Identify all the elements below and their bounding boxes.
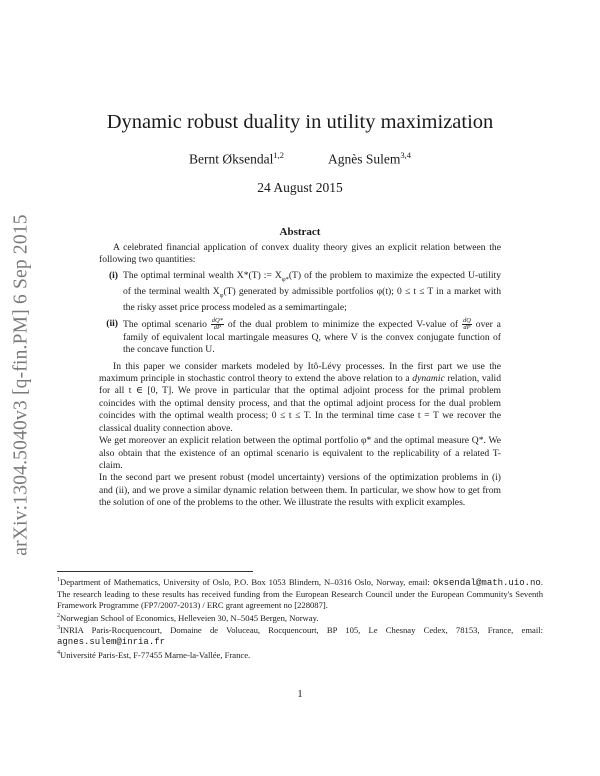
arxiv-identifier: arXiv:1304.5040v3 [q-fin.PM] 6 Sep 2015 (11, 214, 33, 556)
item-i-sub-2: φ (219, 292, 224, 300)
item-i-text-a: The optimal terminal wealth X*(T) := X (123, 269, 282, 281)
fraction-1-numerator: dQ* (211, 316, 223, 324)
author-2-affiliation: 3,4 (400, 150, 411, 160)
paragraph-1-text-a: In this paper we consider markets modeled by Itô-Lévy processes. In the first part we use the maximum principle in stochastic control theory to extend the above relation to a (99, 360, 501, 385)
abstract-item-ii (99, 318, 501, 357)
item-ii-label: (ii) (106, 317, 118, 329)
footnote-1-marker: 1 (57, 577, 60, 583)
footnote-2-text: Norwegian School of Economics, Helleveien 30, N–5045 Bergen, Norway. (60, 612, 319, 623)
fraction-2-numerator: dQ (462, 316, 471, 324)
item-ii-text (123, 318, 501, 357)
abstract-intro: A celebrated financial application of convex duality theory gives an explicit relation between the following two quantities: (99, 242, 501, 266)
footnotes (57, 575, 543, 661)
author-list (60, 150, 540, 168)
footnote-3 (57, 623, 543, 648)
item-ii-text-c: over a family of equivalent local martingale measures Q, where V is the convex conjugate function of the concave function U. (123, 319, 501, 356)
fraction-2-denominator: dP (463, 324, 471, 332)
abstract-body (99, 242, 501, 510)
footnote-3-marker: 3 (57, 625, 60, 632)
author-2-name: Agnès Sulem (327, 151, 401, 167)
footnote-4-text: Université Paris-Est, F-77455 Marne-la-Vallée, France. (60, 649, 251, 660)
item-ii-text-a: The optimal scenario (123, 319, 207, 331)
paper-date: 24 August 2015 (257, 180, 343, 195)
paragraph-1-emphasis: dynamic (412, 373, 445, 385)
footnote-2 (57, 611, 543, 624)
footnote-1-text-b: . The research leading to these results has received funding from the European Research Council under the European Community's Seventh Framework Programme (FP7/2007-2013) / ERC grant agreement no [228087]. (57, 576, 543, 610)
item-ii-text-b: of the dual problem to minimize the expected V-value of (227, 319, 459, 331)
item-i-text (123, 270, 501, 315)
item-i-text-b: (T) of the problem to maximize the expected U-utility of the terminal wealth X (123, 269, 501, 298)
item-i-text-c: (T) generated by admissible portfolios φ(t); 0 ≤ t ≤ T in a market with the risky asset price process modeled as a semimartingale; (123, 286, 501, 314)
arxiv-identifier-sidebar (2, 190, 42, 580)
author-2 (328, 150, 411, 168)
author-1-name: Bernt Øksendal (189, 151, 274, 167)
footnote-3-text-a: INRIA Paris-Rocquencourt, Domaine de Voluceau, Rocquencourt, BP 105, Le Chesnay Cedex, 78153, France, email: (60, 625, 543, 636)
footnote-rule (57, 571, 253, 572)
fraction-dq-dp (462, 318, 472, 332)
item-i-sub-1: φ* (281, 275, 289, 283)
abstract-paragraph-1 (99, 361, 501, 435)
abstract-paragraph-2: We get moreover an explicit relation between the optimal portfolio φ* and the optimal measure Q*. We also obtain that the existence of an optimal scenario is equivalent to the replicability of a related T-claim. (99, 435, 501, 471)
abstract-paragraph-3: In the second part we present robust (model uncertainty) versions of the optimization problems in (i) and (ii), and we prove a similar dynamic relation between them. In particular, we show how to get from the solution of one of the problems to the other. We illustrate the results with explicit examples. (99, 472, 501, 509)
abstract-item-i (99, 270, 501, 315)
abstract-heading: Abstract (279, 226, 321, 238)
footnote-3-email: agnes.sulem@inria.fr (57, 637, 166, 648)
footnote-1 (57, 575, 543, 611)
footnote-4-marker: 4 (57, 650, 60, 657)
author-1 (189, 150, 284, 168)
fraction-dq-star-dp (211, 318, 224, 332)
author-1-affiliation: 1,2 (273, 150, 284, 160)
footnote-1-email: oksendal@math.uio.no (432, 577, 541, 588)
page-number: 1 (297, 688, 303, 700)
fraction-1-denominator: dP (213, 324, 221, 332)
footnote-4 (57, 648, 543, 661)
footnote-1-text-a: Department of Mathematics, University of Oslo, P.O. Box 1053 Blindern, N–0316 Oslo, Norway, email: (60, 576, 433, 587)
footnote-2-marker: 2 (57, 612, 60, 619)
paper-title: Dynamic robust duality in utility maximization (106, 111, 494, 133)
paragraph-1-text-b: relation, valid for all t ∈ [0, T]. We prove in particular that the optimal adjoint process for the primal problem coincides with the optimal density process, and that the optimal adjoint process for the dual problem coincides with the optimal wealth process; 0 ≤ t ≤ T. In the terminal time case t = T we recover the classical duality connection above. (99, 373, 502, 434)
item-i-label: (i) (108, 269, 118, 281)
